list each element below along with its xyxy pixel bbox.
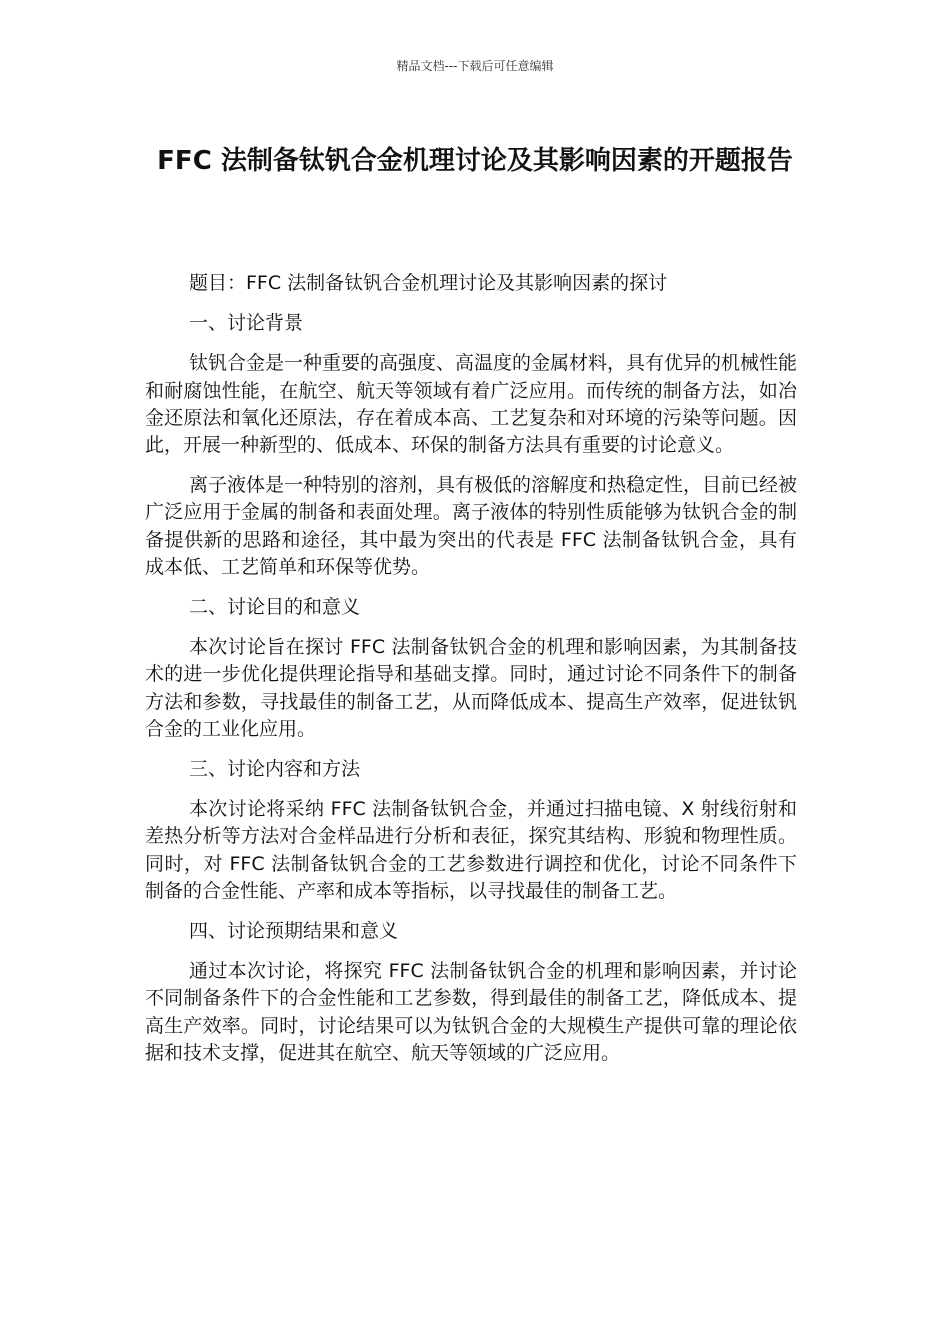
paragraph: 通过本次讨论，将探究 FFC 法制备钛钒合金的机理和影响因素，并讨论不同制备条件下的合金性能和工艺参数，得到最佳的制备工艺，降低成本、提高生产效率。同时，讨论结果可以为钛钒合金的大规模生产提供可靠的理论依据和技术支撑，促进其在航空、航天等领域的广泛应用。 (145, 960, 797, 1064)
document-body (145, 270, 797, 1080)
section-heading-purpose: 二、讨论目的和意义 (189, 596, 361, 619)
document-subject: 题目：FFC 法制备钛钒合金机理讨论及其影响因素的探讨 (189, 272, 668, 294)
paragraph: 本次讨论旨在探讨 FFC 法制备钛钒合金的机理和影响因素，为其制备技术的进一步优化提供理论指导和基础支撑。同时，通过讨论不同条件下的制备方法和参数，寻找最佳的制备工艺，从而降低成本、提高生产效率，促进钛钒合金的工业化应用。 (145, 636, 797, 740)
section-heading-methods: 三、讨论内容和方法 (189, 758, 361, 781)
section-heading-background: 一、讨论背景 (189, 312, 304, 335)
page-header: 精品文档---下载后可任意编辑 (396, 59, 554, 73)
paragraph: 离子液体是一种特别的溶剂，具有极低的溶解度和热稳定性，目前已经被广泛应用于金属的制备和表面处理。离子液体的特别性质能够为钛钒合金的制备提供新的思路和途径，其中最为突出的代表是 FFC 法制备钛钒合金，具有成本低、工艺简单和环保等优势。 (145, 474, 798, 578)
paragraph: 钛钒合金是一种重要的高强度、高温度的金属材料，具有优异的机械性能和耐腐蚀性能，在航空、航天等领域有着广泛应用。而传统的制备方法，如冶金还原法和氧化还原法，存在着成本高、工艺复杂和对环境的污染等问题。因此，开展一种新型的、低成本、环保的制备方法具有重要的讨论意义。 (145, 352, 798, 457)
section-heading-expected-results: 四、讨论预期结果和意义 (189, 920, 399, 943)
paragraph: 本次讨论将采纳 FFC 法制备钛钒合金，并通过扫描电镜、X 射线衍射和差热分析等方法对合金样品进行分析和表征，探究其结构、形貌和物理性质。同时，对 FFC 法制备钛钒合金的工艺参数进行调控和优化，讨论不同条件下制备的合金性能、产率和成本等指标，以寻找最佳的制备工艺。 (145, 798, 797, 902)
document-title: FFC 法制备钛钒合金机理讨论及其影响因素的开题报告 (157, 146, 793, 176)
